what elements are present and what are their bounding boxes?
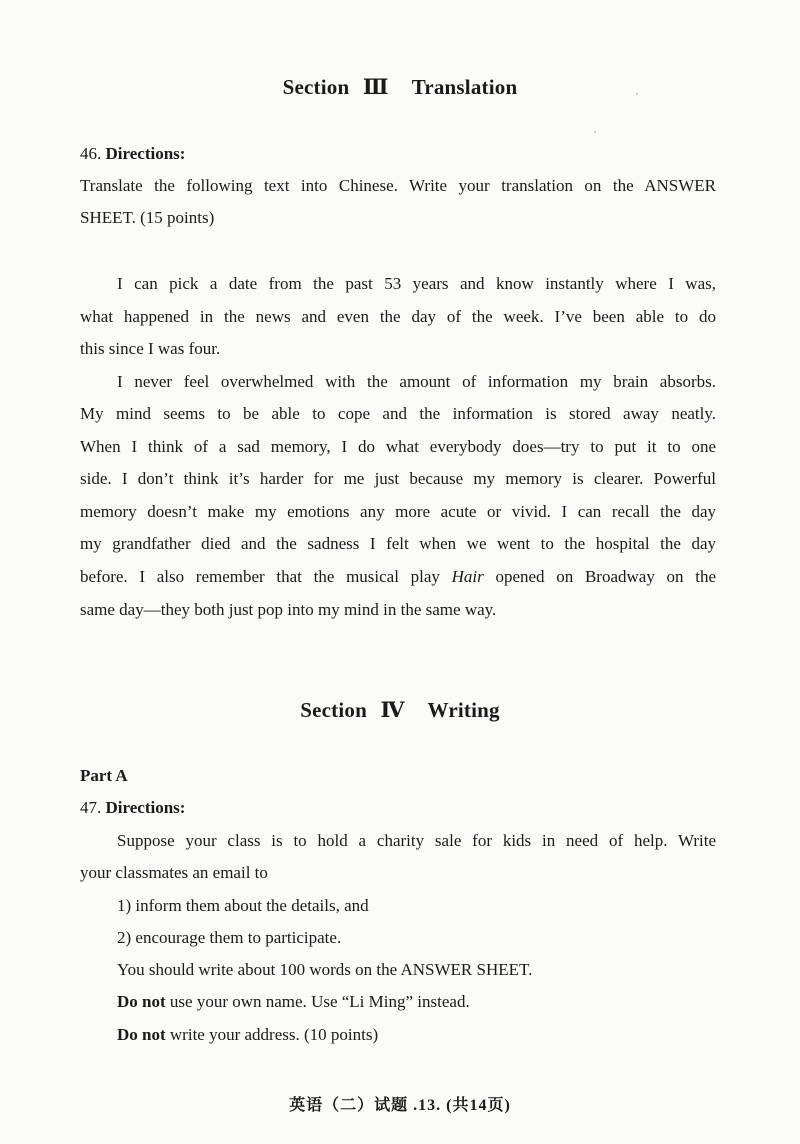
passage-line: this since I was four.	[80, 339, 221, 358]
passage-line: memory doesn’t make my emotions any more acute or vivid. I can recall the day	[80, 502, 716, 521]
passage-line: When I think of a sad memory, I do what everybody does—try to put it to one	[80, 437, 716, 456]
passage-line: I never feel overwhelmed with the amount of information my brain absorbs.	[117, 372, 716, 391]
section-3-heading	[0, 74, 800, 100]
passage-title-hair: Hair	[451, 567, 484, 586]
q47-line: You should write about 100 words on the ANSWER SHEET.	[117, 960, 533, 979]
q47-line: your classmates an email to	[80, 863, 268, 882]
section-4-label: Section	[300, 698, 367, 722]
page-footer: 英语（二）试题 .13. (共14页)	[289, 1097, 511, 1114]
section-3-name: Translation	[411, 75, 518, 99]
section-4-name: Writing	[427, 698, 500, 722]
q47-line	[117, 992, 716, 1012]
section-3-numeral: Ⅲ	[362, 75, 389, 99]
section-3-label: Section	[282, 75, 350, 99]
passage-line: what happened in the news and even the day of the week. I’ve been able to do	[80, 307, 716, 326]
q47-item: 2) encourage them to participate.	[117, 928, 342, 947]
q46-instruction-line: Translate the following text into Chinese. Write your translation on the ANSWER	[80, 176, 716, 195]
q47-text: use your own name. Use “Li Ming” instead.	[165, 992, 470, 1011]
section-4-heading	[0, 697, 800, 723]
section-4-numeral: Ⅳ	[380, 698, 405, 722]
q47-line	[117, 1025, 716, 1045]
q47-number: 47.	[80, 798, 102, 817]
q47-line: Suppose your class is to hold a charity sale for kids in need of help. Write	[117, 831, 716, 850]
paper-speck	[594, 131, 596, 133]
passage-line: My mind seems to be able to cope and the information is stored away neatly.	[80, 404, 716, 423]
q47-item: 1) inform them about the details, and	[117, 896, 369, 915]
passage-line: my grandfather died and the sadness I felt when we went to the hospital the day	[80, 534, 716, 553]
q46-number: 46.	[80, 144, 102, 163]
do-not-label: Do not	[117, 992, 166, 1011]
q47-directions-label: Directions:	[105, 798, 186, 817]
passage-text: opened on Broadway on the	[495, 567, 716, 586]
q46-heading	[80, 144, 716, 164]
q46-directions-label: Directions:	[105, 144, 186, 163]
q46-instruction-line: SHEET. (15 points)	[80, 208, 215, 227]
q47-text: write your address. (10 points)	[165, 1025, 379, 1044]
do-not-label: Do not	[117, 1025, 166, 1044]
passage-line	[80, 567, 716, 587]
passage-line: side. I don’t think it’s harder for me just because my memory is clearer. Powerful	[80, 469, 716, 488]
passage-line: same day—they both just pop into my mind in the same way.	[80, 600, 497, 619]
passage-text: before. I also remember that the musical play	[80, 567, 440, 586]
q47-heading	[80, 798, 716, 818]
part-a-title: Part A	[80, 766, 128, 785]
passage-line: I can pick a date from the past 53 years and know instantly where I was,	[117, 274, 716, 293]
